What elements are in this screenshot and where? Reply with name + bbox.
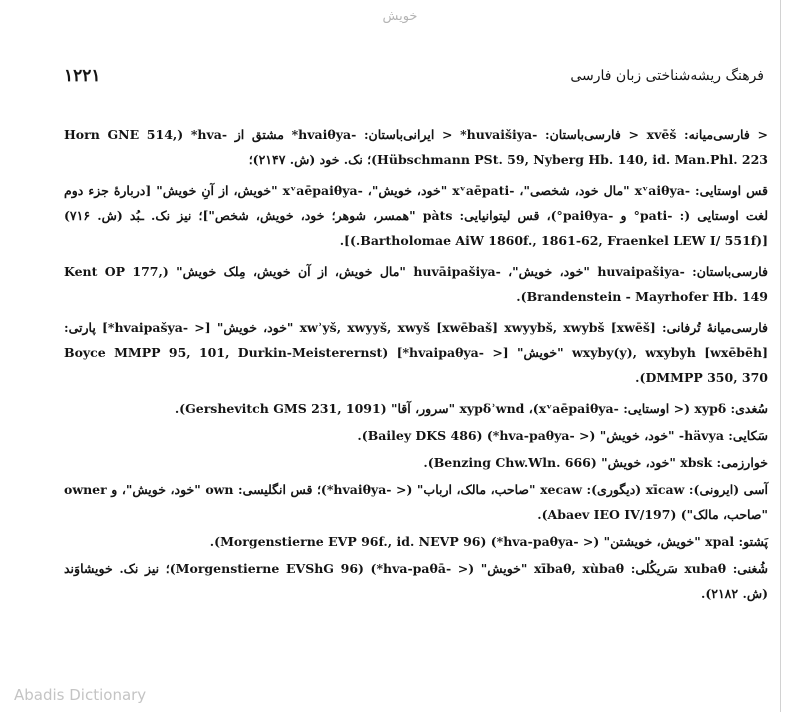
entry-pashto bbox=[64, 529, 768, 554]
entry-text: < فارسی‌میانه: xvēš < فارسی‌باستان: -huvaišiya* < ایرانی‌باستان: -hvaiθya* مشتق از -hva* bbox=[190, 127, 768, 142]
entry-old-persian bbox=[64, 259, 768, 309]
entry-text: آسی (ایرونی): xīcaw (دیگوری): xecaw "صاحب، مالک، ارباب" (< -hvaiθya*)؛ قس انگلیسی: own "خود، خویش"، و owner "صاحب، مالک") (Abaev IEO IV/197). bbox=[64, 482, 769, 522]
entry-text: (Horn GNE 514, Hübschmann PSt. 59, Nyberg Hb. 140, id. Man.Phl. 223)؛ نک. خود (ش. ۲۱۴۷)؛ bbox=[64, 127, 768, 167]
entry-saka bbox=[64, 423, 768, 448]
page-header bbox=[64, 66, 764, 90]
entry-sogdian bbox=[64, 396, 768, 421]
page-edge-line bbox=[780, 0, 781, 712]
entry-text: فارسی‌میانهٔ تُرفانی: [xwēš] xwʾyš, xwyyš, xwyš [xwēbaš] xwyybš, xwybš "خود، خویش" [< -hvaipašya*] پارتی: [wxēbēh] wxyby(y), wxybyh "خویش" [< -hvaipaθya*] (Boyce MMPP 95, 101, Durkin-Meisterernst DMMPP 350, 370). bbox=[64, 320, 769, 385]
entry-middle-persian bbox=[64, 122, 768, 172]
top-headword: خویش bbox=[382, 9, 418, 24]
entry-text: (Kent OP 177, Brandenstein - Mayrhofer Hb. 149). bbox=[64, 264, 768, 304]
entry-shughni bbox=[64, 556, 768, 606]
entry-text: سَکایی: hävya- "خود، خویش" (< -hva-paθya*) (Bailey DKS 486). bbox=[357, 428, 768, 443]
entry-turfan-parthian bbox=[64, 315, 768, 390]
book-title: فرهنگ ریشه‌شناختی زبان فارسی bbox=[570, 68, 764, 84]
entry-text: سُغدی: xypδ (< اوستایی: -xᵛaēpaiθya)، xypδʾwnd "سرور، آقا" (Gershevitch GMS 231, 1091). bbox=[174, 401, 768, 416]
entry-text: قس اوستایی: -xᵛaiθya "مال خود، شخصی"، -xᵛaēpati "خود، خویش"، -xᵛaēpaiθya "خویش، از آنِ خویش" [دربارهٔ جزء دوم لغت اوستایی (: -pati° و -paiθya°)، قس لیتوانیایی: pàts "همسر، شوهر؛ خود، خویش، شخص"]؛ نیز نک. ـبُد (ش. ۷۱۶) [(Bartholomae AiW 1860f., 1861-62, Fraenkel LEW I/ 551f.)]. bbox=[64, 183, 768, 248]
entry-avestan bbox=[64, 178, 768, 253]
entry-text: پَشتو: xpal "خویش، خویشتن" (< -hva-paθya*) (Morgenstierne EVP 96f., id. NEVP 96). bbox=[209, 534, 768, 549]
entry-khwarezmian bbox=[64, 450, 768, 475]
page-number: ۱۲۲۱ bbox=[64, 66, 101, 86]
entry-text: خوارزمی: xbsk "خود، خویش" (Benzing Chw.Wln. 666). bbox=[423, 455, 768, 470]
entry-text: فارسی‌باستان: -huvaipašiya "خود، خویش"، -huvāipašiya "مال خویش، از آن خویش، مِلک خویش" bbox=[176, 264, 768, 279]
watermark-text: Abadis Dictionary bbox=[14, 686, 147, 704]
entry-text: شُغنی: xubaθ سَریکُلی: xībaθ, xùbaθ "خویش" (< -hva-paθā*) (Morgenstierne EVShG 96)؛ نیز نک. خویشاوَند (ش. ۲۱۸۲). bbox=[64, 561, 769, 601]
entry-list bbox=[64, 122, 768, 608]
entry-ossetian bbox=[64, 477, 768, 527]
